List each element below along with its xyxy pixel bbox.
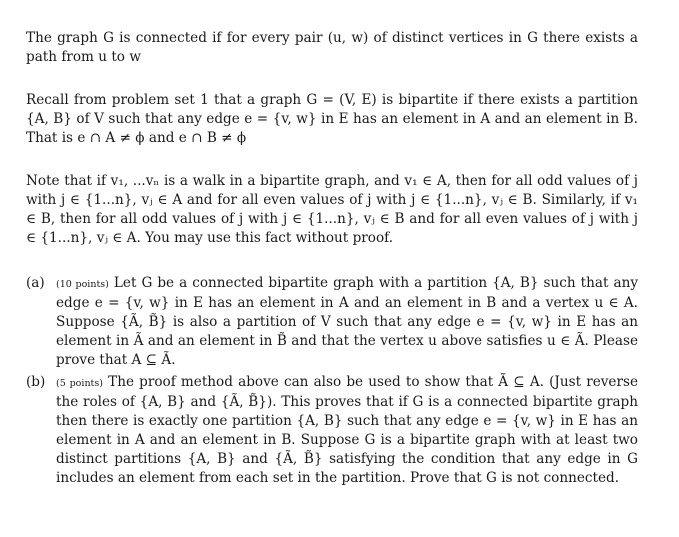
part-a-label: (a) [26,275,45,291]
part-a-text: Let G be a connected bipartite graph with a partition {A, B} such that any edge e = {v, w} in E has an element in A and an element in B and a vertex u ∈ A. Suppose {Ã, B̃} is also a partition of V such that any edge e = {v, w} in E has an element in Ã and an element in B̃ and that the vertex u above satisfies u ∈ Ã. Please prove that A ⊆ Ã. [56,275,639,368]
part-b-points: (5 points) [56,378,103,389]
part-b [26,373,638,488]
part-b-text: The proof method above can also be used to show that Ã ⊆ A. (Just reverse the roles of {A, B} and {Ã, B̃}). This proves that if G is a connected bipartite graph then there is exactly one partition {A, B} such that any edge e = {v, w} in E has an element in A and an element in B. Suppose G is a bipartite graph with at least two distinct partitions {A, B} and {Ã, B̃} satisfying the condition that any edge in G includes an element from each set in the partition. Prove that G is not connected. [56,374,638,486]
walk-fact-note: Note that if v₁, ...vₙ is a walk in a bipartite graph, and v₁ ∈ A, then for all odd values of j with j ∈ {1...n}, vⱼ ∈ A and for all even values of j with j ∈ {1...n}, vⱼ ∈ B. Similarly, if v₁ ∈ B, then for all odd values of j with j ∈ {1...n}, vⱼ ∈ B and for all even values of j with j ∈ {1...n}, vⱼ ∈ A. You may use this fact without proof. [26,173,638,246]
part-a-points: (10 points) [56,279,109,290]
definition-connected: The graph G is connected if for every pair (u, w) of distinct vertices in G there exists a path from u to w [26,30,638,65]
part-b-label: (b) [26,374,46,390]
definition-bipartite: Recall from problem set 1 that a graph G = (V, E) is bipartite if there exists a partition {A, B} of V such that any edge e = {v, w} in E has an element in A and an element in B. That is e ∩ A ≠ ϕ and e ∩ B ≠ ϕ [26,92,638,146]
problem-parts [26,274,638,488]
part-a [26,274,638,370]
